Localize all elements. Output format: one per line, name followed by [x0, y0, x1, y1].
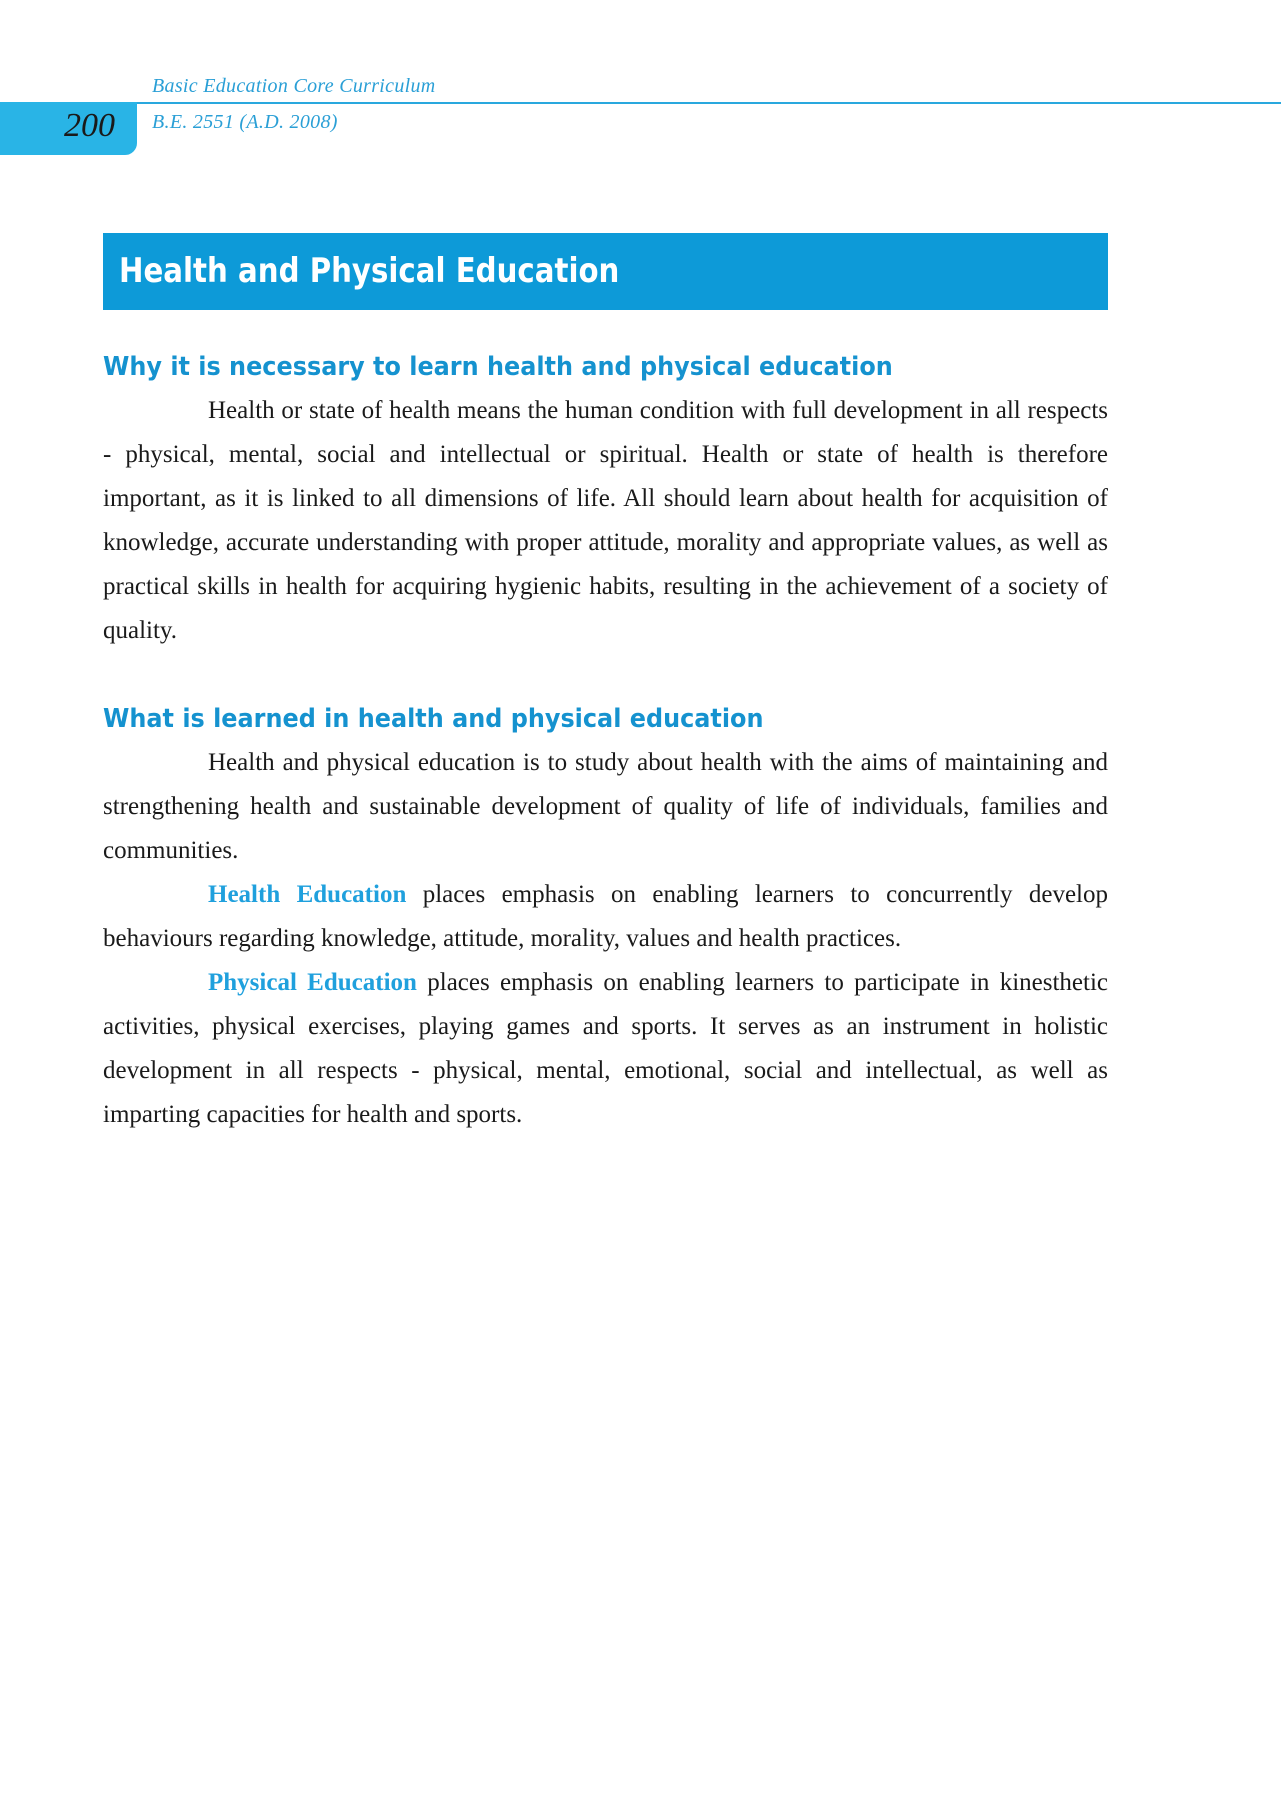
- what-intro-paragraph: Health and physical education is to study about health with the aims of maintaining and strengthening health and sustainable development of quality of life of individuals, families and communities.: [103, 749, 1108, 864]
- header-rule: [135, 102, 1281, 104]
- physical-education-text: places emphasis on enabling learners to participate in kinesthetic activities, physical exercises, playing games and sports. It serves as an instrument in holistic development in all respects - physical, mental, emotional, social and intellectual, as well as imparting capacities for health and sports.: [103, 969, 1108, 1128]
- running-header-title: Basic Education Core Curriculum: [152, 75, 436, 97]
- why-heading: Why it is necessary to learn health and physical education: [103, 352, 893, 382]
- health-education-text: places emphasis on enabling learners to concurrently develop behaviours regarding knowledge, attitude, morality, values and health practices.: [103, 881, 1108, 952]
- running-header-subtitle: B.E. 2551 (A.D. 2008): [152, 111, 338, 133]
- physical-education-paragraph: [103, 961, 1108, 1137]
- section-title: Health and Physical Education: [119, 251, 620, 291]
- why-paragraph: Health or state of health means the human condition with full development in all respects - physical, mental, social and intellectual or spiritual. Health or state of health is therefore important, as it is linked to all dimensions of life. All should learn about health for acquisition of knowledge, accurate understanding with proper attitude, morality and appropriate values, as well as practical skills in health for acquiring hygienic habits, resulting in the achievement of a society of quality.: [103, 397, 1108, 644]
- section-spacer: [103, 653, 1108, 697]
- health-education-term: Health Education: [208, 881, 407, 908]
- physical-education-term: Physical Education: [208, 969, 417, 996]
- health-education-paragraph: [103, 873, 1108, 961]
- page-number: 200: [64, 107, 115, 144]
- main-content: [103, 345, 1108, 1137]
- section-banner: [103, 233, 1108, 310]
- what-heading: What is learned in health and physical education: [103, 704, 764, 734]
